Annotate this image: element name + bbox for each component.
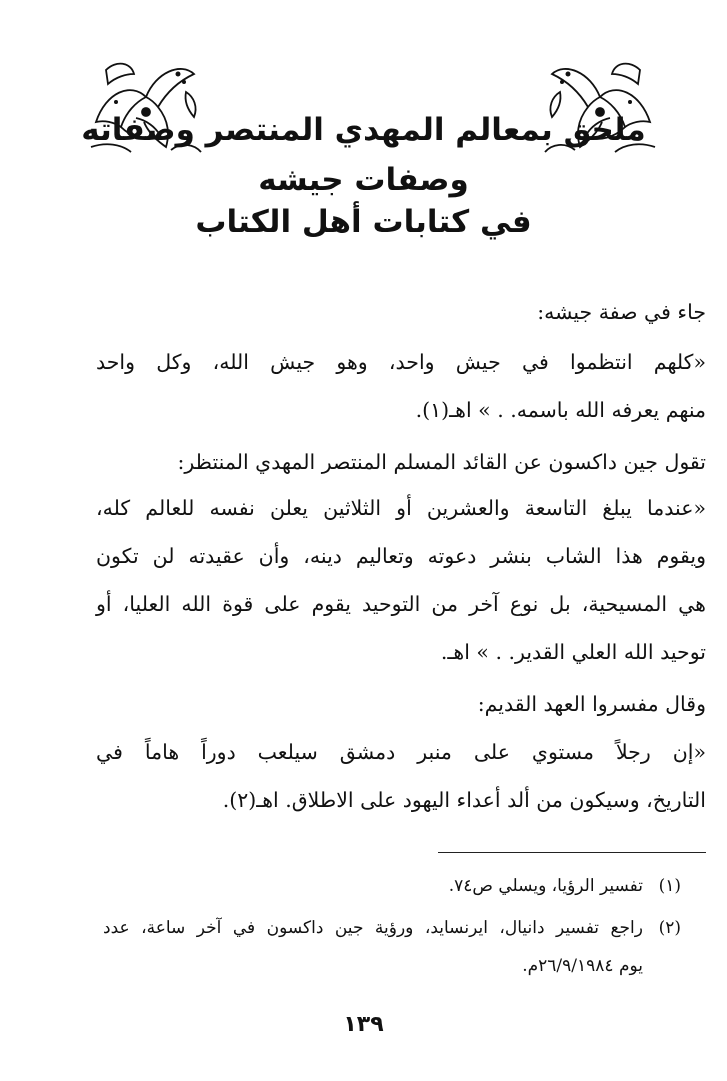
quote-line: منهم يعرفه الله باسمه. . » اهـ(١). <box>415 398 706 422</box>
footnote-number: (١) <box>658 876 681 896</box>
quote-line: ويقوم هذا الشاب بنشر دعوته وتعاليم دينه، وأن عقيدته لن تكون <box>96 544 706 568</box>
paragraph-intro: وقال مفسروا العهد القديم: <box>477 692 706 716</box>
footnote-number: (٢) <box>658 918 681 938</box>
footnote-text: يوم ٢٦/٩/١٩٨٤م. <box>522 956 643 976</box>
chapter-title-line-3: في كتابات أهل الكتاب <box>195 204 532 240</box>
footnote-text: تفسير الرؤيا، ويسلي ص٧٤. <box>448 876 643 896</box>
quote-line: التاريخ، وسيكون من ألد أعداء اليهود على الاطلاق. اهـ(٢). <box>222 788 706 812</box>
chapter-title-line-2: وصفات جيشه <box>258 162 469 198</box>
quote-line: «إن رجلاً مستوي على منبر دمشق سيلعب دوراً هاماً في <box>96 740 706 764</box>
quote-line: «كلهم انتظموا في جيش واحد، وهو جيش الله، وكل واحد <box>96 350 706 374</box>
footnote-text: راجع تفسير دانيال، ايرنسايد، ورؤية جين داكسون في آخر ساعة، عدد <box>103 918 643 938</box>
page-number: ١٣٩ <box>343 1012 384 1037</box>
quote-line: «عندما يبلغ التاسعة والعشرين أو الثلاثين يعلن نفسه للعالم كله، <box>96 496 706 520</box>
paragraph-intro: جاء في صفة جيشه: <box>537 300 706 324</box>
footnote-divider <box>438 852 706 853</box>
quote-line: توحيد الله العلي القدير. . » اهـ. <box>440 640 706 664</box>
chapter-title-line-1: ملحق بمعالم المهدي المنتصر وصفاته <box>81 112 646 148</box>
quote-line: هي المسيحية، بل نوع آخر من التوحيد يقوم على قوة الله العليا، أو <box>96 592 706 616</box>
paragraph-intro: تقول جين داكسون عن القائد المسلم المنتصر المهدي المنتظر: <box>177 450 706 474</box>
